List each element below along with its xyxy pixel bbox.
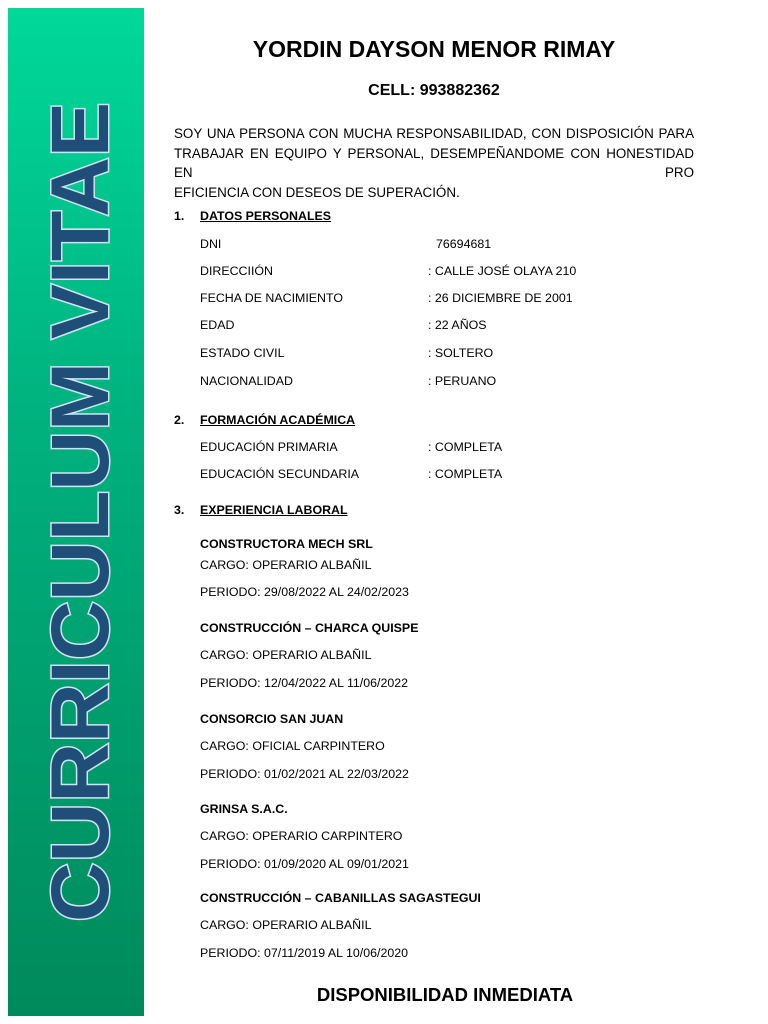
job-company: CONSTRUCTORA MECH SRL <box>200 537 373 551</box>
profile-summary <box>174 124 694 202</box>
job-cargo: CARGO: OPERARIO ALBAÑIL <box>200 558 372 572</box>
field-label: EDUCACIÓN SECUNDARIA <box>200 467 360 481</box>
section-number: 1. <box>174 209 185 223</box>
summary-line: EFICIENCIA CON DESEOS DE SUPERACIÓN. <box>174 184 460 200</box>
section-title-datos: DATOS PERSONALES <box>200 209 332 223</box>
job-periodo: PERIODO: 01/02/2021 AL 22/03/2022 <box>200 767 409 781</box>
cell-phone: CELL: 993882362 <box>368 82 500 99</box>
field-label: EDAD <box>200 318 235 332</box>
field-label: DIRECCIIÓN <box>200 264 273 278</box>
sidebar-title <box>20 8 132 1016</box>
job-periodo: PERIODO: 07/11/2019 AL 10/06/2020 <box>200 946 409 960</box>
job-periodo: PERIODO: 29/08/2022 AL 24/02/2023 <box>200 585 409 599</box>
field-value: : COMPLETA <box>428 440 503 454</box>
field-label: FECHA DE NACIMIENTO <box>200 291 343 305</box>
job-periodo: PERIODO: 12/04/2022 AL 11/06/2022 <box>200 676 409 690</box>
field-value: : PERUANO <box>428 374 497 388</box>
field-value: : CALLE JOSÉ OLAYA 210 <box>428 264 577 278</box>
job-cargo: CARGO: OPERARIO ALBAÑIL <box>200 918 372 932</box>
field-value: 76694681 <box>436 237 492 251</box>
section-title-experiencia: EXPERIENCIA LABORAL <box>200 503 348 517</box>
field-value: : SOLTERO <box>428 346 494 360</box>
field-value: : 26 DICIEMBRE DE 2001 <box>428 291 573 305</box>
section-title-formacion: FORMACIÓN ACADÉMICA <box>200 413 356 427</box>
vertical-title-graphic <box>20 12 132 1012</box>
field-value: : 22 AÑOS <box>428 318 487 332</box>
job-company: CONSTRUCCIÓN – CABANILLAS SAGASTEGUI <box>200 891 481 905</box>
field-label: ESTADO CIVIL <box>200 346 285 360</box>
availability-footer: DISPONIBILIDAD INMEDIATA <box>316 984 574 1005</box>
job-periodo: PERIODO: 01/09/2020 AL 09/01/2021 <box>200 857 409 871</box>
summary-line: TRABAJAR EN EQUIPO Y PERSONAL, DESEMPEÑANDOME CON HONESTIDAD EN PRO <box>174 145 694 180</box>
section-number: 2. <box>174 413 185 427</box>
field-label: EDUCACIÓN PRIMARIA <box>200 440 338 454</box>
job-cargo: CARGO: OFICIAL CARPINTERO <box>200 739 385 753</box>
summary-line: SOY UNA PERSONA CON MUCHA RESPONSABILIDAD, CON DISPOSICIÓN PARA <box>174 126 694 141</box>
field-label: NACIONALIDAD <box>200 374 293 388</box>
field-value: : COMPLETA <box>428 467 503 481</box>
sidebar <box>8 8 144 1016</box>
candidate-name: YORDIN DAYSON MENOR RIMAY <box>252 36 616 62</box>
job-company: CONSORCIO SAN JUAN <box>200 712 344 726</box>
job-company: CONSTRUCCIÓN – CHARCA QUISPE <box>200 621 419 635</box>
job-cargo: CARGO: OPERARIO CARPINTERO <box>200 829 403 843</box>
section-number: 3. <box>174 503 185 517</box>
field-label: DNI <box>200 237 222 251</box>
job-cargo: CARGO: OPERARIO ALBAÑIL <box>200 648 372 662</box>
job-company: GRINSA S.A.C. <box>200 802 288 816</box>
vertical-title-text: CURRICULUM VITAE <box>35 108 126 922</box>
